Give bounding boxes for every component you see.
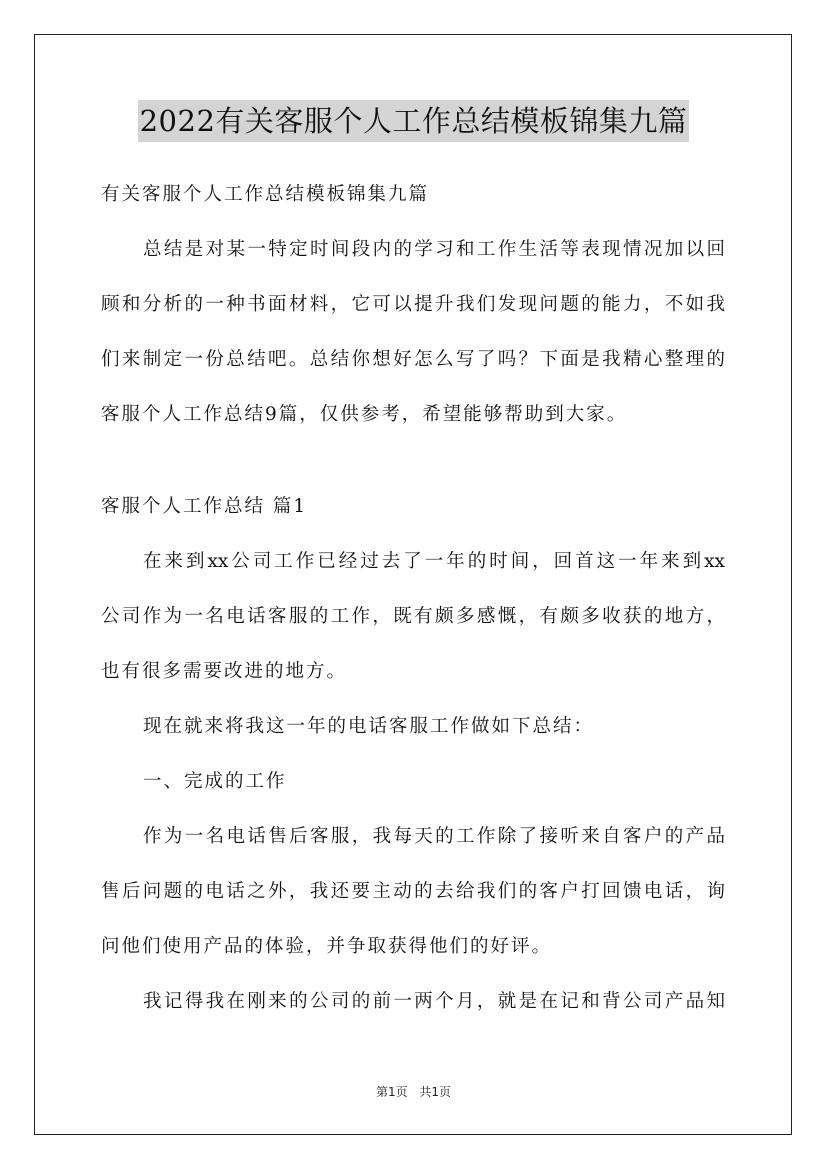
paragraph-line: 也有很多需要改进的地方。 [101,661,348,682]
intro-line: 客服个人工作总结9篇，仅供参考，希望能够帮助到大家。 [101,404,628,425]
intro-line: 顾和分析的一种书面材料，它可以提升我们发现问题的能力，不如我 [101,294,725,315]
section-heading: 客服个人工作总结 篇1 [101,496,308,517]
paragraph-line: 我记得我在刚来的公司的前一两个月，就是在记和背公司产品知 [143,991,725,1012]
document-body [101,176,725,1021]
paragraph-line: 作为一名电话售后客服，我每天的工作除了接听来自客户的产品 [143,826,725,847]
page-number: 第1页 [375,1085,408,1099]
paragraph-line: 问他们使用产品的体验，并争取获得他们的好评。 [101,936,553,957]
page-total: 共1页 [419,1085,452,1099]
paragraph-line: 在来到xx公司工作已经过去了一年的时间，回首这一年来到xx [143,551,725,572]
document-title-text: 2022有关客服个人工作总结模板锦集九篇 [138,100,690,142]
page-footer [0,1083,827,1100]
paragraph-line: 售后问题的电话之外，我还要主动的去给我们的客户打回馈电话，询 [101,881,725,902]
intro-line: 总结是对某一特定时间段内的学习和工作生活等表现情况加以回 [143,239,725,260]
paragraph-line: 现在就来将我这一年的电话客服工作做如下总结： [143,716,595,737]
subtitle: 有关客服个人工作总结模板锦集九篇 [101,184,430,205]
subheading: 一、完成的工作 [143,771,287,792]
document-title [0,100,827,144]
intro-line: 们来制定一份总结吧。总结你想好怎么写了吗？下面是我精心整理的 [101,349,725,370]
paragraph-line: 公司作为一名电话客服的工作，既有颇多感慨，有颇多收获的地方， [101,606,725,627]
